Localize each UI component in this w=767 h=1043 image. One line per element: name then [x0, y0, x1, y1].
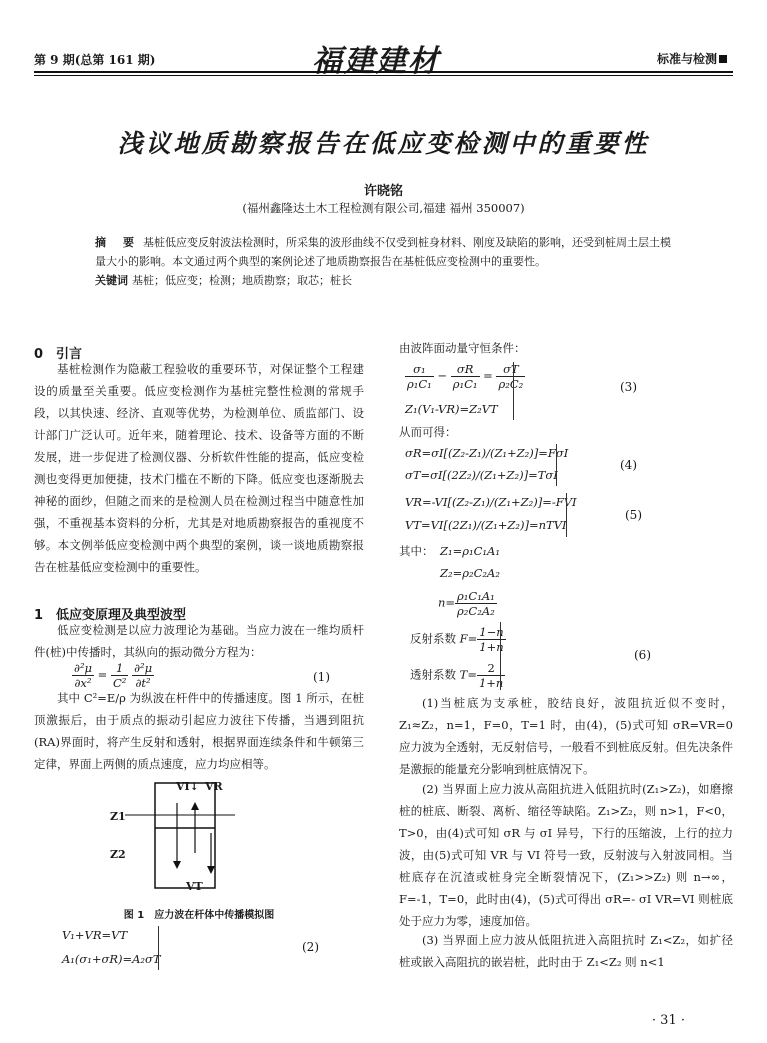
header-rule [34, 71, 733, 73]
z1-definition: Z₁=ρ₁C₁A₁ [440, 544, 500, 558]
equation-3-number: (3) [620, 380, 637, 394]
author: 许晓铭 [363, 184, 403, 199]
where-label: 其中： [399, 544, 434, 558]
figure-label-vr: VR [205, 780, 223, 793]
transmission-coefficient: 透射系数 T= $\frac{2}{1+n}$ [410, 661, 504, 690]
abstract-label: 摘 要 [95, 236, 137, 249]
derive-text: 从而可得： [399, 425, 457, 439]
abstract-text: 基桩低应变反射波法检测时，所采集的波形曲线不仅受到桩身材料、刚度及缺陷的影响，还受到桩周土层土模量大小的影响。本文通过两个典型的案例论述了地质勘察报告在基桩低应变检测中的重要性。 [95, 236, 671, 268]
equation-6-number: (6) [634, 648, 651, 662]
equation-4-number: (4) [620, 458, 637, 472]
figure-caption: 图 1 应力波在杆体中传播模拟图 [123, 910, 275, 921]
equation-1-number: (1) [313, 670, 330, 684]
section-0-body: 基桩检测作为隐蔽工程验收的重要环节，对保证整个工程建设的质量至关重要。低应变检测作为基桩完整性检测的常规手段，以其快速、经济、直观等优势，为检测单位、质监部门、设计部门广泛认可。近年来，随着理论、技术、设备等方面的不断发展，进一步促进了检测仪器、分析软件性能的提高，低应变检测也变得更加便捷，技术门槛在不断的下降。低应变也逐渐脱去神秘的面纱，但随之而来的是检测人员在检测过程当中随意性加强，不重视基本资料的分析，尤其是对地质勘察报告的重视度不够。本文例举低应变检测中两个典型的案例，谈一谈地质勘察报告在桩基低应变检测中的重要性。 [34, 362, 364, 574]
equation-2-brace [158, 926, 159, 970]
equation-3b: Z₁(V₁-VR)=Z₂VT [405, 402, 498, 416]
equation-6-brace [500, 622, 501, 690]
affiliation: (福州鑫隆达土木工程检测有限公司,福建 福州 350007) [242, 201, 525, 215]
section-1-body-2: 其中 C²=E/ρ 为纵波在杆件中的传播速度。图 1 所示，在桩顶激振后，由于质点的振动引起应力波往下传播，当遇到阻抗(RA)界面时，将产生反射和透射，根据界面连续条件和牛顿第三定律，界面上两侧的质点速度，应力均应相等。 [34, 691, 364, 771]
equation-5a: VR=-VI[(Z₂-Z₁)/(Z₁+Z₂)]=-FVI [405, 495, 577, 509]
abstract [95, 233, 672, 271]
page-number: · 31 · [651, 1013, 685, 1028]
section-1-title: 1 低应变原理及典型波型 [34, 608, 187, 623]
equation-2-number: (2) [302, 940, 319, 954]
section-1-body-1: 低应变检测是以应力波理论为基础。当应力波在一维均质杆件(桩)中传播时，其纵向的振动微分方程为： [34, 623, 364, 659]
equation-1: $\frac{\text{∂²μ}}{\text{∂x²}}$ = $\frac{1}{\text{C²}}$ $\frac{\text{∂²μ}}{\text{∂t²}}$ [74, 661, 153, 690]
keywords [95, 272, 672, 288]
equation-2a: V₁+VR=VT [62, 928, 128, 942]
figure-label-z2: Z2 [110, 848, 126, 861]
equation-5-number: (5) [625, 508, 642, 522]
equation-3-brace [513, 362, 514, 420]
case-1: (1)当桩底为支承桩，胶结良好，波阻抗近似不变时，Z₁≈Z₂，n=1，F=0，T=1 时，由(4)，(5)式可知 σR=VR=0 应力波为全透射，无反射信号，一般看不到桩底反射。但先决条件是激振的能量充分影响到桩底情况下。 [399, 696, 733, 776]
figure-label-vi: VI↓ [176, 780, 199, 793]
keywords-label: 关键词 [95, 274, 128, 287]
n-definition: n= $\frac{\text{ρ₁C₁A₁}}{\text{ρ₂C₂A₂}}$ [438, 589, 495, 618]
keywords-text: 基桩；低应变；检测；地质勘察；取芯；桩长 [132, 274, 352, 287]
reflection-coefficient: 反射系数 F= $\frac{1-n}{1+n}$ [410, 625, 504, 654]
z2-definition: Z₂=ρ₂C₂A₂ [440, 566, 500, 580]
figure-label-vt: VT [186, 880, 203, 893]
case-3: (3) 当界面上应力波从低阻抗进入高阻抗时 Z₁<Z₂，如扩径桩或嵌入高阻抗的嵌岩桩，此时由于 Z₁<Z₂ 则 n<1 [399, 933, 733, 969]
section-label: 标准与检测 [657, 50, 727, 67]
case-2: (2) 当界面上应力波从高阻抗进入低阻抗时(Z₁>Z₂)，如磨擦桩的桩底、断裂、离析、缩径等缺陷。Z₁>Z₂，则 n>1，F<0，T>0，由(4)式可知 σR 与 σI 异号，下行的压缩波，上行的拉力波，由(5)式可知 VR 与 VI 符号一致，反射波与入射波同相。当桩底存在沉渣或桩身完全断裂情况下，(Z₁>>Z₂) 则 n→∞，F=-1，T=0，此时由(4)，(5)式可得出 σR=- σI VR=VI 则桩底处于应力为零，速度加倍。 [399, 782, 733, 928]
section-0-title: 0 引言 [34, 347, 83, 362]
equation-3a: $\frac{\text{σ₁}}{\text{ρ₁C₁}}$ − $\frac{\sigma R}{\text{ρ₁C₁}}$ = $\frac{\sigma T}{\text{ρ₂C₂}}$ [407, 362, 524, 391]
equation-4b: σT=σI[(2Z₂)/(Z₁+Z₂)]=TσI [405, 468, 558, 482]
momentum-intro: 由波阵面动量守恒条件： [399, 341, 526, 355]
article-title: 浅议地质勘察报告在低应变检测中的重要性 [117, 129, 650, 158]
issue-label: 第 9 期(总第 161 期) [34, 53, 156, 67]
equation-4a: σR=σI[(Z₂-Z₁)/(Z₁+Z₂)]=FσI [405, 446, 569, 460]
equation-4-brace [556, 444, 557, 486]
header-rule-thin [34, 75, 733, 76]
figure-label-z1: Z1 [110, 810, 126, 823]
equation-5-brace [566, 493, 567, 537]
journal-logo: 福建建材 [312, 44, 440, 79]
equation-5b: VT=VI[(2Z₁)/(Z₁+Z₂)]=nTVI [405, 518, 567, 532]
equation-2b: A₁(σ₁+σR)=A₂σT [62, 952, 161, 966]
